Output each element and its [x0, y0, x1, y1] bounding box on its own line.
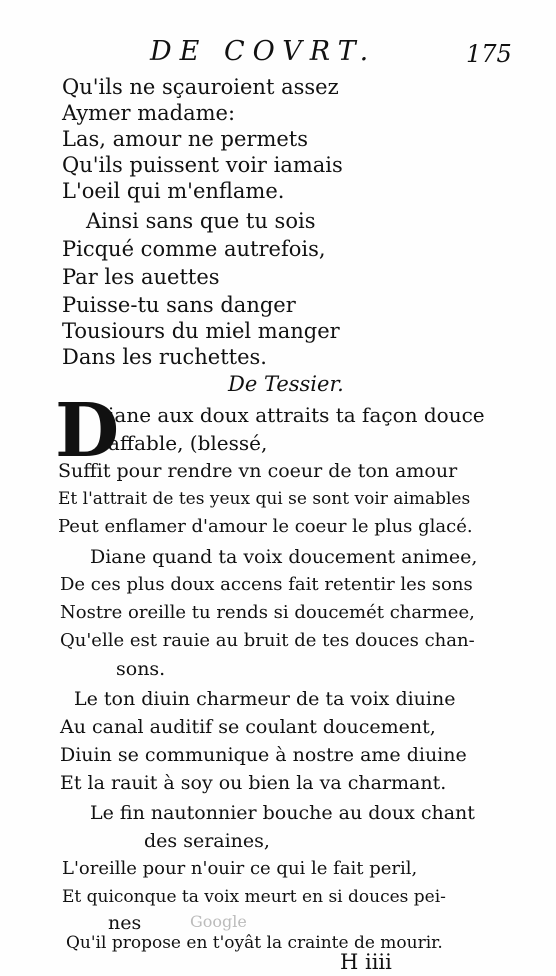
running-head: DE COVRT. — [150, 36, 377, 67]
page-number: 175 — [466, 40, 512, 68]
drop-cap: D — [55, 388, 120, 474]
poem-line: Ainsi sans que tu sois — [86, 209, 316, 233]
poem-line: des seraines, — [144, 830, 270, 852]
poem-line: De ces plus doux accens fait retentir les sons — [60, 574, 473, 595]
poem-line: Diane quand ta voix doucement animee, — [90, 546, 478, 568]
poem-line: L'oeil qui m'enflame. — [62, 179, 285, 203]
poem-line: affable, (blessé, — [108, 431, 268, 455]
poem-line: L'oreille pour n'ouir ce qui le fait peril, — [62, 858, 418, 879]
poem-line: Las, amour ne permets — [62, 127, 309, 151]
poem-line: Tousiours du miel manger — [62, 319, 340, 343]
poem-line: Le ton diuin charmeur de ta voix diuine — [74, 688, 456, 710]
poem-line: Le fin nautonnier bouche au doux chant — [90, 802, 475, 824]
poem-line: Qu'elle est rauie au bruit de tes douces chan- — [60, 630, 475, 651]
poem-line: Puisse-tu sans danger — [62, 293, 296, 317]
poem-line: Qu'ils puissent voir iamais — [62, 153, 343, 177]
poem-line: Peut enflamer d'amour le coeur le plus glacé. — [58, 516, 473, 537]
poem-line: Au canal auditif se coulant doucement, — [60, 716, 436, 738]
watermark-text: Google — [190, 912, 247, 931]
poem-line: sons. — [116, 658, 166, 680]
poem-line: Aymer madame: — [62, 101, 236, 125]
poem-line: Et la rauit à soy ou bien la va charmant. — [60, 772, 447, 794]
poem-line: Et l'attrait de tes yeux qui se sont voir aimables — [58, 489, 471, 509]
poem-line: Suffit pour rendre vn coeur de ton amour — [58, 460, 458, 482]
poem-line: Nostre oreille tu rends si doucemét charmee, — [60, 602, 475, 623]
signature-mark: H iiii — [340, 950, 392, 974]
poem-line: Picqué comme autrefois, — [62, 237, 326, 261]
poem-line: Diuin se communique à nostre ame diuine — [60, 744, 467, 766]
poem-line: Qu'il propose en t'oyât la crainte de mourir. — [66, 933, 443, 953]
poem-line: Dans les ruchettes. — [62, 345, 267, 369]
author-attribution: De Tessier. — [228, 372, 344, 396]
poem-line: Et quiconque ta voix meurt en si douces pei- — [62, 887, 446, 907]
poem-line: nes — [108, 912, 142, 934]
poem-line: Par les auettes — [62, 265, 220, 289]
poem-line: Qu'ils ne sçauroient assez — [62, 75, 339, 99]
poem-line: iane aux doux attraits ta façon douce — [108, 403, 485, 427]
